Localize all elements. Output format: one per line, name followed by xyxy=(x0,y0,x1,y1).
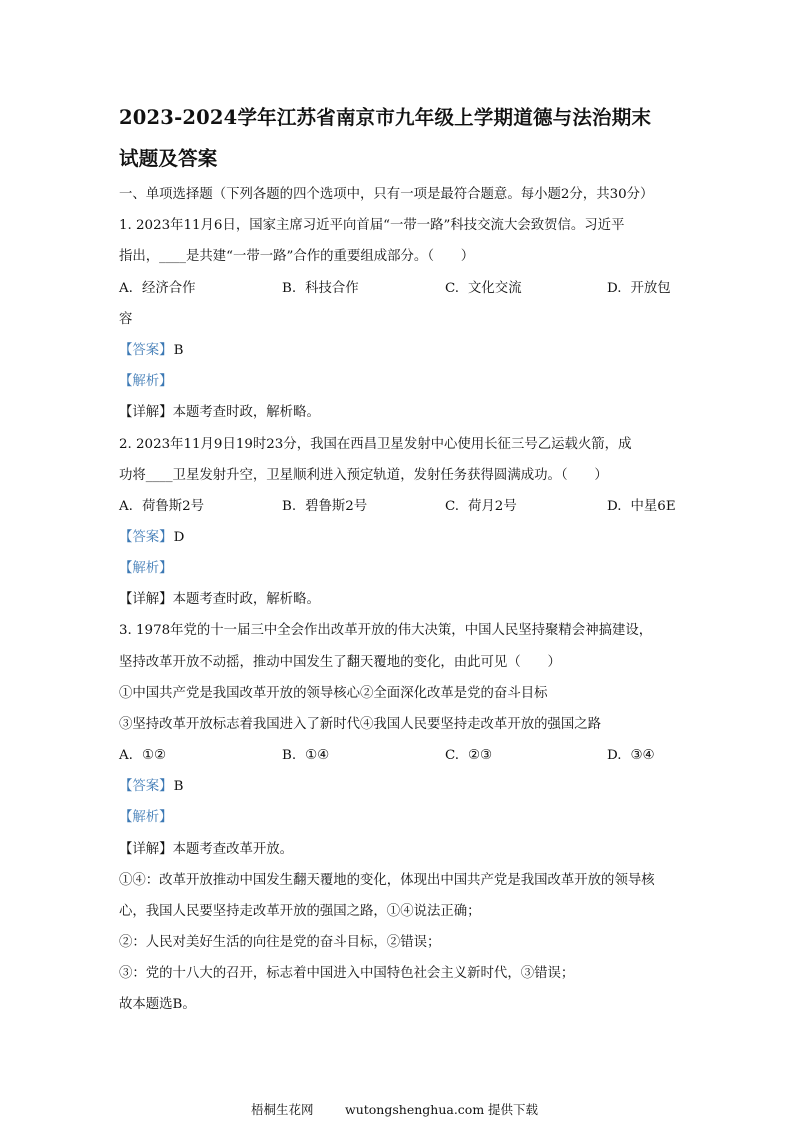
question-1-stem-line-1: 1. 2023年11月6日，国家主席习近平向首届“一带一路”科技交流大会致贺信。习近平 xyxy=(119,218,625,233)
question-2-options xyxy=(119,498,684,516)
document-title-line-2: 试题及答案 xyxy=(119,147,218,170)
question-3-detail-line-5: ③：党的十八大的召开，标志着中国进入中国特色社会主义新时代，③错误； xyxy=(119,966,575,981)
question-3-stem-line-1: 3. 1978年党的十一届三中全会作出改革开放的伟大决策，中国人民坚持聚精会神搞建设， xyxy=(119,623,653,638)
question-3-answer xyxy=(119,778,684,796)
question-1-detail: 【详解】本题考查时政，解析略。 xyxy=(119,405,320,420)
question-3-statement-line-2: ③坚持改革开放标志着我国进入了新时代④我国人民要坚持走改革开放的强国之路 xyxy=(119,717,602,732)
question-3-detail-line-3: 心，我国人民要坚持走改革开放的强国之路，①④说法正确； xyxy=(119,904,481,919)
option-c: C. 文化交流 xyxy=(445,281,522,296)
option-a: A. 荷鲁斯2号 xyxy=(119,499,205,514)
footer-site-name: 梧桐生花网 xyxy=(251,1102,314,1117)
document-title-line-1: 2023-2024学年江苏省南京市九年级上学期道德与法治期末 xyxy=(119,106,652,129)
option-c: C. 荷月2号 xyxy=(445,499,517,514)
question-3-options xyxy=(119,747,684,765)
page-footer xyxy=(0,1100,793,1120)
detail-label: 【详解】 xyxy=(119,405,173,420)
question-3-statement-line-1: ①中国共产党是我国改革开放的领导核心②全面深化改革是党的奋斗目标 xyxy=(119,686,548,701)
option-a: A. 经济合作 xyxy=(119,281,196,296)
question-2-analysis-label: 【解析】 xyxy=(119,561,173,576)
answer-value: B xyxy=(173,343,184,358)
option-d: D. 中星6E xyxy=(607,499,676,514)
question-1-options xyxy=(119,280,684,298)
question-3-detail-line-6: 故本题选B。 xyxy=(119,997,196,1012)
option-d: D. 开放包 xyxy=(607,281,671,296)
answer-label: 【答案】 xyxy=(119,343,173,358)
question-2-stem-line-2: 功将____卫星发射升空，卫星顺利进入预定轨道，发射任务获得圆满成功。（ ） xyxy=(119,468,608,483)
question-2-detail: 【详解】本题考查时政，解析略。 xyxy=(119,592,320,607)
option-b: B. ①④ xyxy=(282,748,330,763)
answer-label: 【答案】 xyxy=(119,530,173,545)
option-b: B. 碧鲁斯2号 xyxy=(282,499,368,514)
answer-value: B xyxy=(173,779,184,794)
detail-label: 【详解】 xyxy=(119,592,173,607)
option-c: C. ②③ xyxy=(445,748,493,763)
question-3-analysis-label: 【解析】 xyxy=(119,810,173,825)
option-d-wrap: 容 xyxy=(119,312,133,327)
option-a: A. ①② xyxy=(119,748,166,763)
footer-note: 提供下载 xyxy=(488,1102,539,1117)
question-1-analysis-label: 【解析】 xyxy=(119,374,173,389)
detail-label: 【详解】 xyxy=(119,842,173,857)
question-3-stem-line-2: 坚持改革开放不动摇，推动中国发生了翻天覆地的变化，由此可见（ ） xyxy=(119,655,561,670)
answer-label: 【答案】 xyxy=(119,779,173,794)
question-3-detail-line-4: ②：人民对美好生活的向往是党的奋斗目标，②错误； xyxy=(119,935,441,950)
question-3-detail-line-2: ①④：改革开放推动中国发生翻天覆地的变化，体现出中国共产党是我国改革开放的领导核 xyxy=(119,873,655,888)
footer-url[interactable]: wutongshenghua.com xyxy=(345,1102,485,1117)
section-heading: 一、单项选择题（下列各题的四个选项中，只有一项是最符合题意。每小题2分，共30分） xyxy=(119,187,654,202)
question-1-stem-line-2: 指出，____是共建“一带一路”合作的重要组成部分。（ ） xyxy=(119,249,475,264)
option-d: D. ③④ xyxy=(607,748,655,763)
option-b: B. 科技合作 xyxy=(282,281,359,296)
question-2-stem-line-1: 2. 2023年11月9日19时23分，我国在西昌卫星发射中心使用长征三号乙运载火箭，成 xyxy=(119,437,632,452)
question-3-detail: 【详解】本题考查改革开放。 xyxy=(119,842,294,857)
answer-value: D xyxy=(173,530,185,545)
question-1-answer xyxy=(119,342,684,360)
question-2-answer xyxy=(119,529,684,547)
